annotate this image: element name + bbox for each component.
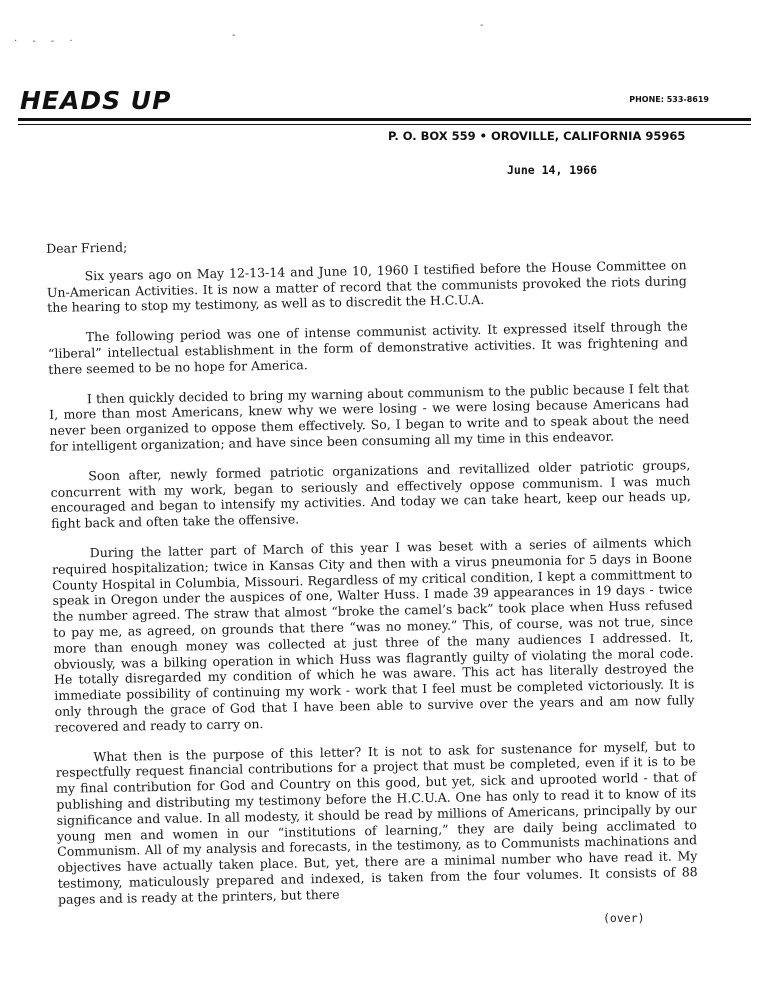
paragraph: I then quickly decided to bring my warning about communism to the public because I felt that I, more than most Americans, knew why we were losing - we were losing because Americans had never been organized to oppose them effectively. So, I began to write and to speak about the need for intelligent organization; and have since been consuming all my time in this endeavor. — [49, 379, 690, 454]
letterhead-phone: PHONE: 533-8619 — [629, 95, 709, 104]
salutation: Dear Friend; — [46, 239, 128, 256]
scan-specks: - — [480, 20, 490, 31]
letter-body — [46, 229, 698, 921]
letter-date: June 14, 1966 — [507, 163, 598, 177]
over-note: (over) — [603, 911, 645, 925]
letterhead-rule-thin — [18, 124, 751, 125]
paragraph: Soon after, newly formed patriotic organizations and revitallized older patriotic groups, concurrent with my work, began to seriously and effectively oppose communism. I was much encouraged and began to intensify my activities. And today we can take heart, keep our heads up, fight back and often take the offensive. — [50, 456, 691, 532]
paragraph: What then is the purpose of this letter? It is not to ask for sustenance for myself, but to respectfully request financial contributions for a project that must be completed, even if it is to be my final contribution for God and Country on this good, but yet, sick and uprooted world - that of publishing and distributing my testimony before the H.C.U.A. One has only to read it to know of its significance and value. In all modesty, it should be read by millions of Americans, principally by our young men and women in our “institutions of learning,” they are daily being acclimated to Communism. All of my analysis and forecasts, in the testimony, as to Communists machinations and objectives have actually taken place. But, yet, there are a minimal number who have read it. My testimony, maticulously prepared and indexed, is taken from the four volumes. It consists of 88 pages and is ready at the printers, but there — [55, 737, 698, 907]
scan-specks: - — [232, 30, 242, 41]
paragraph: During the latter part of March of this year I was beset with a series of ailments which required hospitalization; twice in Kansas City and then with a virus pneumonia for 5 days in Boone County Hospital in Columbia, Missouri. Regardless of my critical condition, I kept a committment to speak in Oregon under the auspices of one, Walter Huss. I made 39 appearances in 19 days - twice the number agreed. The straw that almost “broke the camel’s back” took place when Huss refused to pay me, as agreed, on grounds that there “was no money.” This, of course, was not true, since more than enough money was collected at just three of the many audiences I addressed. It, obviously, was a bilking operation in which Huss was flagrantly guilty of violating the moral code. He totally disregarded my condition of which he was aware. This act has literally destroyed the immediate possibility of continuing my work - work that I feel must be completed victoriously. It is only through the grace of God that I have been able to survive over the years and am now fully recovered and ready to carry on. — [51, 534, 695, 735]
letterhead-logo: HEADS UP — [20, 86, 172, 115]
paragraph: The following period was one of intense communist activity. It expressed itself through the “liberal” intellectual establishment in the form of demonstrative activities. It was frightening and there seemed to be no hope for America. — [47, 318, 689, 377]
letterhead-address: P. O. BOX 559 • OROVILLE, CALIFORNIA 95965 — [388, 129, 686, 143]
letterhead-rule — [18, 118, 751, 121]
scan-specks: · - - · — [14, 36, 79, 47]
paragraph: Six years ago on May 12-13-14 and June 10, 1960 I testified before the House Committee on Un-American Activities. It is now a matter of record that the communists provoked the riots during the hearing to stop my testimony, as well as to discredit the H.C.U.A. — [46, 257, 687, 316]
